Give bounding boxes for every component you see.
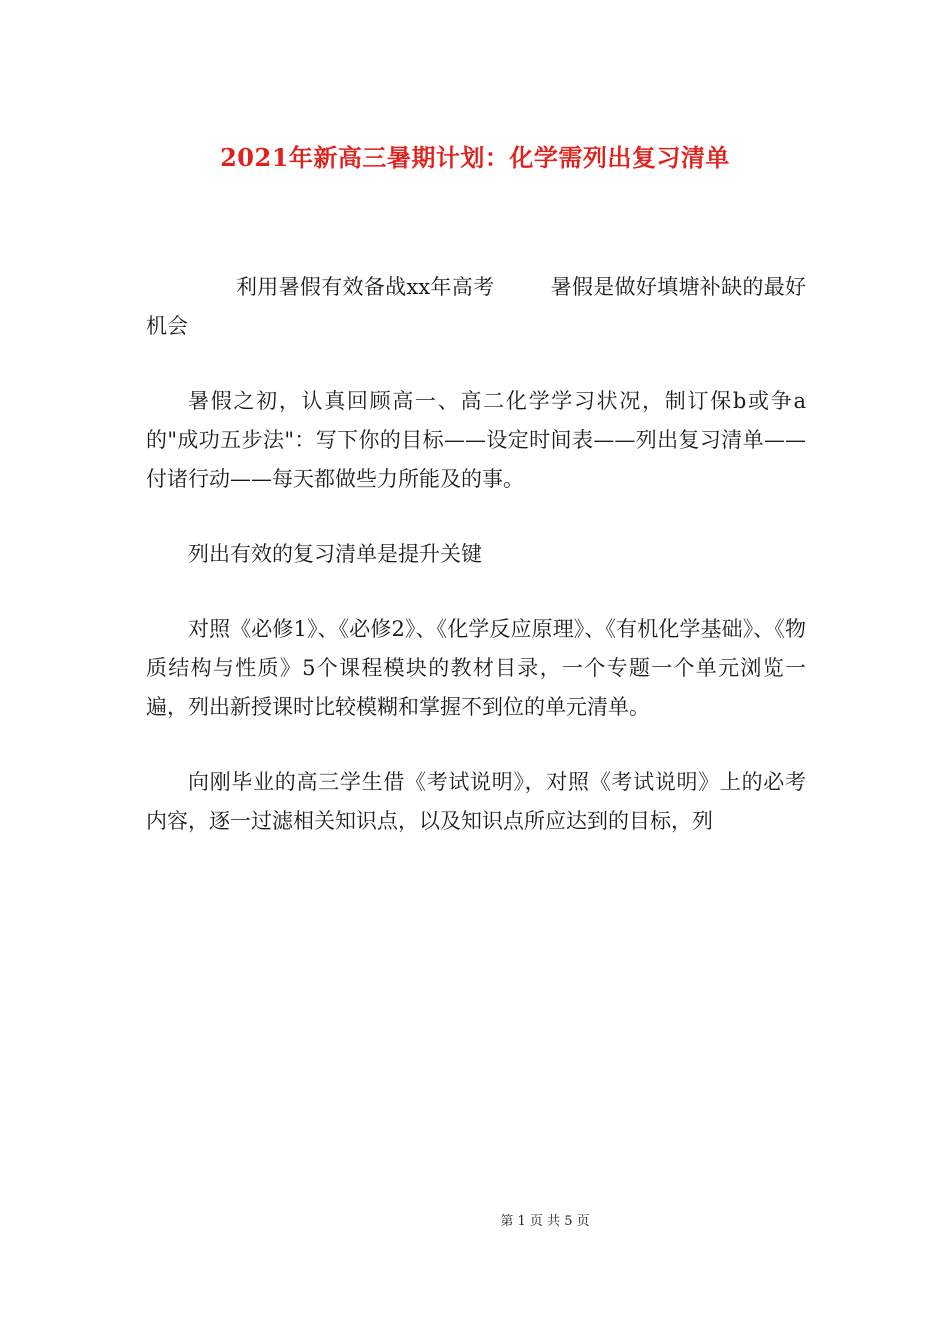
paragraph-3: 对照《必修1》、《必修2》、《化学反应原理》、《有机化学基础》、《物质结构与性质》5个课程模块的教材目录，一个专题一个单元浏览一遍，列出新授课时比较模糊和掌握不到位的单元清单。 (146, 617, 806, 719)
paragraph-4: 向刚毕业的高三学生借《考试说明》，对照《考试说明》上的必考内容，逐一过滤相关知识点，以及知识点所应达到的目标，列 (146, 770, 806, 833)
intro-text-part2: 暑假是做好填塘补缺的最好机会 (146, 275, 806, 338)
document-body (146, 268, 806, 877)
document-title: 2021年新高三暑期计划：化学需列出复习清单 (220, 143, 730, 172)
page-footer: 第 1 页 共 5 页 (500, 1214, 590, 1229)
intro-paragraph (146, 268, 806, 346)
intro-text-part1: 利用暑假有效备战xx年高考 (236, 275, 495, 299)
paragraph-1: 暑假之初，认真回顾高一、高二化学学习状况，制订保b或争a的"成功五步法"：写下你的目标——设定时间表——列出复习清单——付诸行动——每天都做些力所能及的事。 (146, 389, 806, 491)
paragraph-2: 列出有效的复习清单是提升关键 (188, 542, 482, 566)
